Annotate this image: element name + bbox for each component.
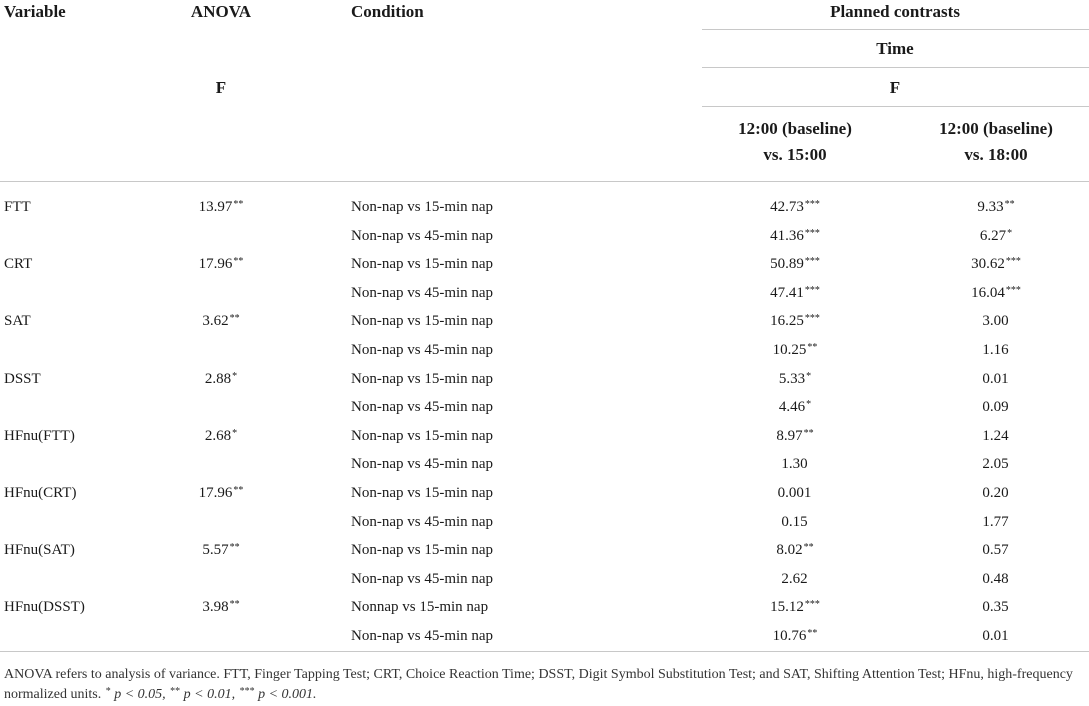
cell-condition-value: Non-nap vs 15-min nap [351,313,494,329]
cell-variable-value: SAT [4,313,31,329]
cell-contrast-15 [700,254,890,276]
cell-condition [351,426,493,446]
cell-condition [351,397,493,417]
cell-anova [180,540,262,562]
cell-anova [180,626,262,648]
cell-contrast-15-value: 1.30 [781,456,808,472]
cell-anova [180,426,262,448]
cell-anova-significance: ** [233,485,244,496]
cell-contrast-15-significance: * [806,371,812,382]
cell-condition-value: Non-nap vs 45-min nap [351,514,494,530]
cell-contrast-15-significance: *** [804,256,820,267]
table-bottom-rule [0,651,1089,652]
cell-contrast-18 [902,369,1089,391]
cell-contrast-15-value: 16.25 [770,313,804,329]
cell-anova [180,569,262,591]
cell-variable-value: DSST [4,371,41,387]
cell-variable-value: HFnu(DSST) [4,599,85,615]
cell-contrast-18-value: 0.09 [982,399,1009,415]
cell-contrast-18-value: 30.62 [971,256,1005,272]
table-footnote [4,665,1084,706]
cell-variable [4,426,75,446]
cell-condition-value: Non-nap vs 15-min nap [351,542,494,558]
cell-contrast-15-value: 42.73 [770,199,804,215]
cell-contrast-15 [700,369,890,391]
cell-variable-value: CRT [4,256,33,272]
cell-variable [4,197,31,217]
cell-contrast-18-significance: *** [1005,285,1021,296]
cell-anova [180,369,262,391]
cell-anova [180,597,262,619]
cell-anova-significance: ** [229,599,240,610]
cell-contrast-15-value: 8.97 [776,428,803,444]
cell-anova-value: 17.96 [198,256,233,272]
cell-anova-value: 3.62 [202,313,229,329]
cell-contrast-18-value: 0.01 [982,628,1009,644]
cell-contrast-15-value: 5.33 [778,371,806,387]
cell-contrast-18 [902,540,1089,562]
cell-contrast-18 [902,283,1089,305]
footnote-sig1-mark: * [105,686,111,697]
cell-anova [180,283,262,305]
cell-contrast-15-significance: *** [804,285,820,296]
cell-contrast-18-value: 16.04 [971,285,1005,301]
cell-contrast-18 [902,254,1089,276]
cell-variable [4,597,85,617]
cell-condition [351,340,493,360]
cell-contrast-18-value: 3.00 [982,313,1009,329]
header-time-stat: F [889,78,901,97]
cell-condition [351,626,493,646]
cell-contrast-18 [902,340,1089,362]
cell-contrast-18 [902,569,1089,591]
cell-contrast-15 [700,483,890,505]
cell-condition-value: Non-nap vs 45-min nap [351,285,494,301]
cell-anova-significance: * [232,371,238,382]
header-rule-stat [702,106,1089,107]
cell-contrast-15 [700,283,890,305]
cell-contrast-18-significance: * [1007,228,1013,239]
cell-contrast-15-value: 41.36 [770,228,804,244]
cell-condition-value: Non-nap vs 15-min nap [351,485,494,501]
cell-contrast-15 [700,340,890,362]
cell-anova-significance: ** [229,542,240,553]
cell-anova [180,197,262,219]
cell-contrast-15 [700,626,890,648]
header-anova-stat: F [215,78,227,97]
cell-anova [180,512,262,534]
cell-anova [180,397,262,419]
cell-contrast-15 [700,311,890,333]
cell-condition-value: Nonnap vs 15-min nap [351,599,489,615]
cell-contrast-15-significance: *** [804,313,820,324]
cell-contrast-18 [902,454,1089,476]
header-rule-time [702,67,1089,68]
cell-condition-value: Non-nap vs 45-min nap [351,571,494,587]
cell-contrast-18-value: 0.01 [982,371,1009,387]
cell-contrast-15-significance: ** [807,342,818,353]
cell-contrast-18 [902,226,1089,248]
cell-variable-value: FTT [4,199,31,215]
cell-anova [180,483,262,505]
cell-condition-value: Non-nap vs 15-min nap [351,428,494,444]
cell-anova-value: 13.97 [198,199,233,215]
cell-condition [351,197,493,217]
header-col1-line1: 12:00 (baseline) [738,119,852,138]
header-col1-line2: vs. 15:00 [763,145,827,164]
cell-contrast-15-significance: *** [804,599,820,610]
cell-contrast-18-value: 9.33 [977,199,1004,215]
cell-anova-value: 17.96 [198,485,233,501]
cell-contrast-15-value: 10.76 [772,628,807,644]
cell-anova [180,254,262,276]
cell-variable [4,254,32,274]
header-col2-line1: 12:00 (baseline) [939,119,1053,138]
cell-contrast-15 [700,597,890,619]
footnote-sig2-text: p < 0.01, [183,687,236,702]
cell-contrast-18-value: 1.77 [982,514,1009,530]
cell-anova [180,340,262,362]
cell-contrast-18-value: 0.48 [982,571,1009,587]
cell-contrast-15-value: 2.62 [781,571,808,587]
footnote-sig3-mark: *** [239,686,255,697]
cell-contrast-15-significance: * [806,399,812,410]
cell-anova-value: 2.68 [204,428,232,444]
cell-contrast-15 [700,569,890,591]
cell-contrast-18 [902,483,1089,505]
cell-contrast-15-value: 8.02 [776,542,803,558]
cell-condition-value: Non-nap vs 15-min nap [351,371,494,387]
footnote-sig1-text: p < 0.05, [114,687,166,702]
cell-contrast-18-value: 1.16 [982,342,1009,358]
cell-contrast-15-value: 15.12 [770,599,804,615]
cell-contrast-15-significance: ** [807,628,818,639]
cell-anova-significance: ** [229,313,240,324]
cell-contrast-15-value: 0.15 [781,514,808,530]
cell-anova [180,454,262,476]
cell-anova-value: 5.57 [202,542,229,558]
cell-condition [351,283,493,303]
cell-contrast-18-significance: ** [1004,199,1015,210]
cell-contrast-18 [902,597,1089,619]
cell-condition-value: Non-nap vs 45-min nap [351,399,494,415]
cell-condition [351,311,493,331]
cell-anova-value: 3.98 [202,599,229,615]
footnote-sig3-text: p < 0.001. [258,687,317,702]
cell-contrast-15-significance: *** [804,199,820,210]
header-anova: ANOVA [190,2,252,21]
cell-contrast-18-value: 2.05 [982,456,1009,472]
header-bottom-rule [0,181,1089,182]
cell-contrast-18-value: 6.27 [979,228,1007,244]
cell-contrast-18 [902,397,1089,419]
cell-anova [180,311,262,333]
cell-condition [351,226,493,246]
cell-contrast-15-value: 4.46 [778,399,806,415]
cell-contrast-18-value: 0.20 [982,485,1009,501]
header-planned-contrasts: Planned contrasts [830,2,960,21]
cell-contrast-15-significance: *** [804,228,820,239]
cell-contrast-18-value: 0.57 [982,542,1009,558]
cell-condition-value: Non-nap vs 15-min nap [351,199,494,215]
cell-contrast-15 [700,540,890,562]
cell-contrast-15 [700,426,890,448]
cell-variable-value: HFnu(SAT) [4,542,75,558]
cell-variable [4,540,75,560]
cell-contrast-15 [700,397,890,419]
cell-condition [351,569,493,589]
cell-condition-value: Non-nap vs 45-min nap [351,456,494,472]
cell-condition-value: Non-nap vs 45-min nap [351,628,494,644]
cell-contrast-18 [902,512,1089,534]
cell-contrast-18 [902,197,1089,219]
cell-condition [351,454,493,474]
cell-condition [351,512,493,532]
footnote-text: ANOVA refers to analysis of variance. FTT, Finger Tapping Test; CRT, Choice Reaction Time; DSST, Digit Symbol Substitution Test; and SAT, Shifting Attention Test; HFnu, high-frequency normalized units. [4,667,1073,702]
cell-condition [351,540,493,560]
header-condition: Condition [351,2,424,21]
cell-condition [351,597,488,617]
cell-condition-value: Non-nap vs 45-min nap [351,342,494,358]
cell-anova-value: 2.88 [204,371,232,387]
cell-anova-significance: ** [233,199,244,210]
cell-anova-significance: ** [233,256,244,267]
cell-anova [180,226,262,248]
cell-variable [4,311,31,331]
cell-condition [351,483,493,503]
cell-contrast-15-significance: ** [803,428,814,439]
header-rule-planned [702,29,1089,30]
cell-contrast-18-value: 1.24 [982,428,1009,444]
cell-contrast-15-value: 50.89 [770,256,804,272]
cell-contrast-18 [902,311,1089,333]
cell-condition [351,254,493,274]
cell-condition [351,369,493,389]
cell-contrast-15-significance: ** [803,542,814,553]
cell-contrast-15 [700,197,890,219]
cell-contrast-15-value: 47.41 [770,285,804,301]
header-variable: Variable [4,2,66,21]
cell-contrast-15 [700,454,890,476]
cell-contrast-18-significance: *** [1005,256,1021,267]
cell-contrast-15-value: 10.25 [772,342,807,358]
cell-contrast-18 [902,426,1089,448]
cell-contrast-18 [902,626,1089,648]
cell-condition-value: Non-nap vs 15-min nap [351,256,494,272]
footnote-sig2-mark: ** [170,686,181,697]
cell-contrast-15-value: 0.001 [777,485,812,501]
cell-variable [4,483,76,503]
cell-condition-value: Non-nap vs 45-min nap [351,228,494,244]
cell-contrast-15 [700,512,890,534]
cell-anova-significance: * [232,428,238,439]
cell-contrast-18-value: 0.35 [982,599,1009,615]
cell-contrast-15 [700,226,890,248]
cell-variable [4,369,41,389]
header-col2-line2: vs. 18:00 [964,145,1028,164]
header-time: Time [876,39,914,58]
cell-variable-value: HFnu(FTT) [4,428,75,444]
cell-variable-value: HFnu(CRT) [4,485,77,501]
